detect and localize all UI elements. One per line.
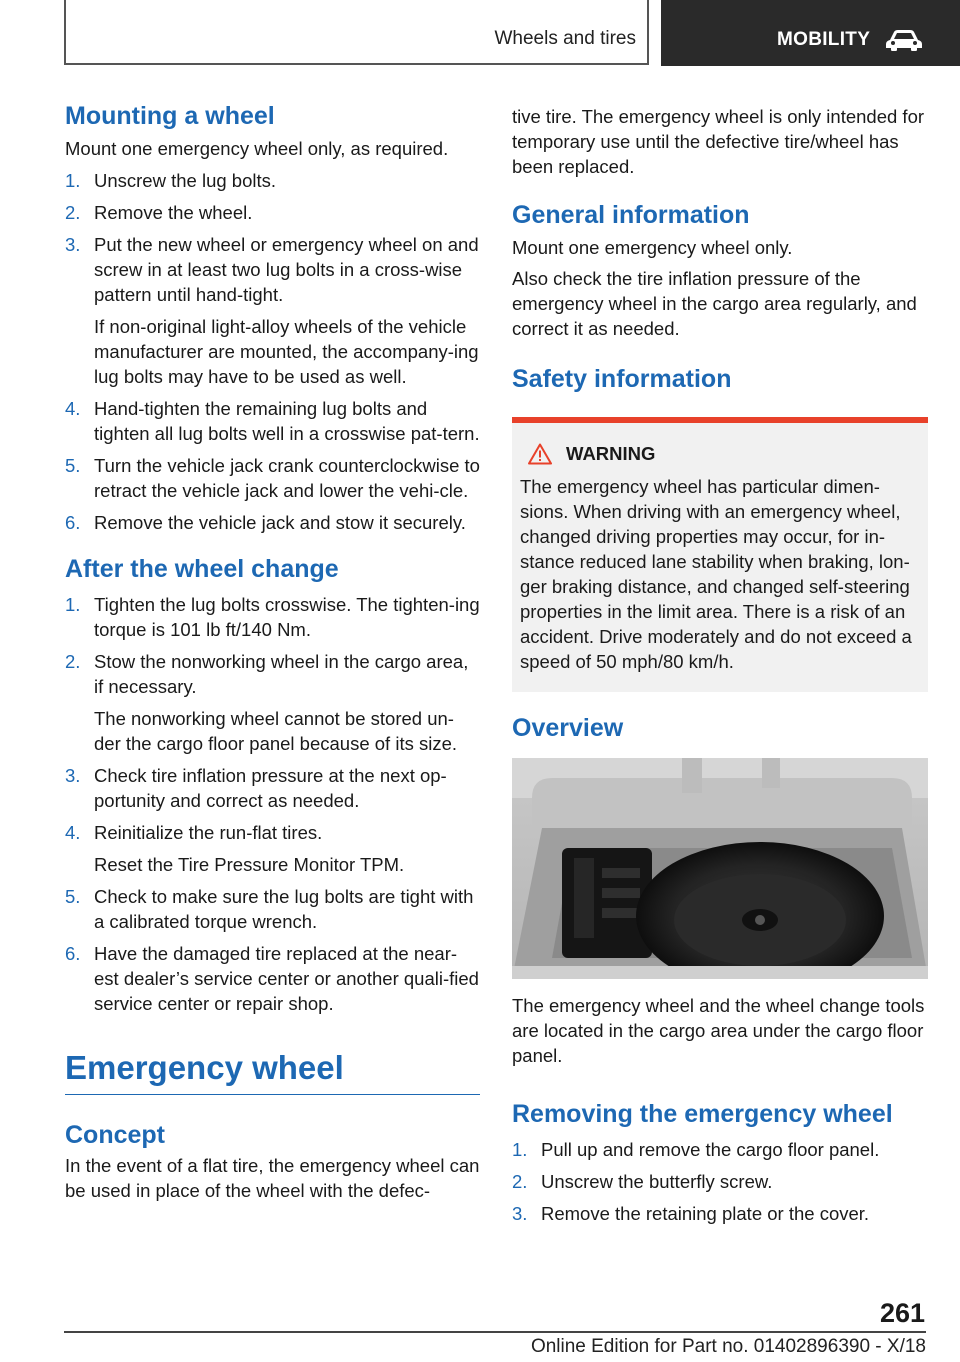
left-column	[65, 100, 480, 1203]
step-number: 4.	[65, 822, 81, 843]
list-item	[512, 1137, 928, 1162]
list-item	[65, 168, 480, 193]
right-column	[512, 104, 928, 1226]
header-rule-bottom	[64, 63, 649, 65]
step-number: 2.	[65, 202, 81, 223]
mounting-intro: Mount one emergency wheel only, as required.	[65, 138, 449, 159]
general-p1: Mount one emergency wheel only.	[512, 237, 793, 258]
list-item	[65, 232, 480, 389]
heading-general-information: General information	[512, 201, 750, 229]
step-number: 1.	[512, 1139, 528, 1160]
step-text: Remove the wheel.	[94, 202, 253, 223]
list-item	[65, 592, 480, 642]
heading-emergency-wheel: Emergency wheel	[65, 1048, 480, 1095]
step-note: The nonworking wheel cannot be stored un-der the cargo floor panel because of its size.	[94, 708, 458, 754]
step-text: Have the damaged tire replaced at the near-est dealer’s service center or another quali-fied service center or repair shop.	[94, 943, 479, 1014]
footer-edition: Online Edition for Part no. 01402896390 - X/18	[530, 1336, 926, 1357]
list-item	[65, 763, 480, 813]
list-item	[512, 1201, 928, 1226]
list-item	[512, 1169, 928, 1194]
step-text: Put the new wheel or emergency wheel on and screw in at least two lug bolts in a cross-wise pattern until hand-tight.	[94, 234, 479, 305]
overview-caption: The emergency wheel and the wheel change tools are located in the cargo area under the cargo floor panel.	[512, 995, 925, 1066]
list-item	[65, 884, 480, 934]
general-p2: Also check the tire inflation pressure of the emergency wheel in the cargo area regularly, and correct it as needed.	[512, 268, 917, 339]
heading-removing-emergency-wheel: Removing the emergency wheel	[512, 1100, 893, 1128]
step-text: Check tire inflation pressure at the next op-portunity and correct as needed.	[94, 765, 447, 811]
step-number: 2.	[512, 1171, 528, 1192]
step-text: Hand-tighten the remaining lug bolts and tighten all lug bolts well in a crosswise pat-tern.	[94, 398, 480, 444]
step-number: 6.	[65, 943, 81, 964]
mounting-steps-list	[65, 168, 480, 535]
warning-text: The emergency wheel has particular dimen-sions. When driving with an emergency wheel, changed driving properties may occur, for in-stance reduced lane stability when braking, lon-ger braking distance, and changed self-steering properties in the limit area. There is a risk of an accident. Drive moderately and do not exceed a speed of 50 mph/80 km/h.	[520, 476, 912, 672]
list-item	[65, 200, 480, 225]
concept-text: In the event of a flat tire, the emergency wheel can be used in place of the wheel with the defec-	[65, 1155, 480, 1201]
step-text: Pull up and remove the cargo floor panel.	[541, 1139, 880, 1160]
header-rule-left	[64, 0, 66, 64]
list-item	[65, 820, 480, 877]
step-text: Check to make sure the lug bolts are tight with a calibrated torque wrench.	[94, 886, 474, 932]
step-text: Stow the nonworking wheel in the cargo area, if necessary.	[94, 651, 469, 697]
step-number: 4.	[65, 398, 81, 419]
step-text: Unscrew the butterfly screw.	[541, 1171, 773, 1192]
list-item	[65, 510, 480, 535]
car-icon	[884, 28, 924, 52]
footer-rule	[64, 1331, 926, 1333]
warning-title	[528, 441, 920, 466]
step-number: 3.	[65, 234, 81, 255]
warning-box	[512, 417, 928, 692]
step-number: 2.	[65, 651, 81, 672]
step-number: 6.	[65, 512, 81, 533]
heading-after-wheel-change: After the wheel change	[65, 555, 339, 583]
list-item	[65, 649, 480, 756]
step-note: Reset the Tire Pressure Monitor TPM.	[94, 854, 405, 875]
step-number: 1.	[65, 170, 81, 191]
heading-mounting-wheel: Mounting a wheel	[65, 102, 275, 130]
step-number: 3.	[512, 1203, 528, 1224]
heading-concept: Concept	[65, 1121, 165, 1149]
warning-triangle-icon	[528, 443, 552, 465]
removing-steps-list	[512, 1137, 928, 1226]
step-number: 5.	[65, 455, 81, 476]
list-item	[65, 453, 480, 503]
heading-safety-information: Safety information	[512, 365, 732, 393]
after-steps-list	[65, 592, 480, 1016]
list-item	[65, 396, 480, 446]
header-chapter-title: MOBILITY	[777, 29, 871, 50]
step-note: If non-original light-alloy wheels of the vehicle manufacturer are mounted, the accompany-ing lug bolts may have to be used as well.	[94, 316, 479, 387]
list-item	[65, 941, 480, 1016]
header-section-title: Wheels and tires	[494, 28, 636, 49]
step-text: Remove the vehicle jack and stow it securely.	[94, 512, 466, 533]
step-text: Turn the vehicle jack crank counterclockwise to retract the vehicle jack and lower the vehi-cle.	[94, 455, 480, 501]
step-number: 3.	[65, 765, 81, 786]
concept-text-continued: tive tire. The emergency wheel is only intended for temporary use until the defective tire/wheel has been replaced.	[512, 106, 925, 177]
heading-overview: Overview	[512, 714, 624, 742]
header-rule-right	[647, 0, 649, 64]
step-text: Remove the retaining plate or the cover.	[541, 1203, 870, 1224]
step-text: Tighten the lug bolts crosswise. The tighten-ing torque is 101 lb ft/140 Nm.	[94, 594, 480, 640]
step-text: Unscrew the lug bolts.	[94, 170, 277, 191]
step-number: 1.	[65, 594, 81, 615]
step-text: Reinitialize the run-flat tires.	[94, 822, 323, 843]
cargo-area-emergency-wheel-photo	[512, 758, 928, 979]
warning-label: WARNING	[566, 443, 656, 464]
step-number: 5.	[65, 886, 81, 907]
page-number: 261	[880, 1298, 926, 1328]
